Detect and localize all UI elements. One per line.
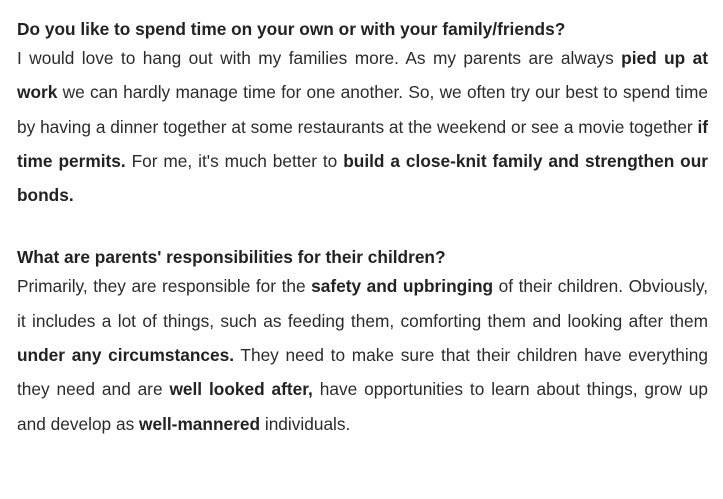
highlight-phrase: if time permits. xyxy=(17,116,708,171)
highlight-phrase: safety and upbringing xyxy=(311,276,494,297)
highlight-phrase: under any circumstances. xyxy=(17,345,235,366)
qa-block-parents-responsibilities xyxy=(17,246,708,440)
answer-paragraph xyxy=(17,269,708,440)
answer-text: Primarily, they are responsible for the xyxy=(17,276,312,297)
highlight-phrase: well-mannered xyxy=(139,413,261,434)
question-heading: What are parents' responsibilities for their children? xyxy=(17,247,446,268)
highlight-phrase: pied up at work xyxy=(17,48,708,103)
answer-text: individuals. xyxy=(260,413,351,434)
answer-text: have opportunities to learn about things, grow up and develop as xyxy=(17,379,708,434)
answer-text: of their children. Obviously, it includes a lot of things, such as feeding them, comforting them and looking after them xyxy=(17,276,708,331)
answer-paragraph xyxy=(17,41,708,212)
answer-text: For me, it's much better to xyxy=(125,150,344,171)
answer-text: we can hardly manage time for one another. So, we often try our best to spend time by having a dinner together at some restaurants at the weekend or see a movie together xyxy=(17,82,708,137)
qa-block-solo-vs-family xyxy=(17,18,708,212)
answer-text: They need to make sure that their children have everything they need and are xyxy=(17,345,708,400)
highlight-phrase: build a close-knit family and strengthen our bonds. xyxy=(17,150,709,206)
question-heading: Do you like to spend time on your own or with your family/friends? xyxy=(17,19,566,39)
highlight-phrase: well looked after, xyxy=(169,379,313,400)
answer-text: I would love to hang out with my families more. As my parents are always xyxy=(17,48,622,68)
